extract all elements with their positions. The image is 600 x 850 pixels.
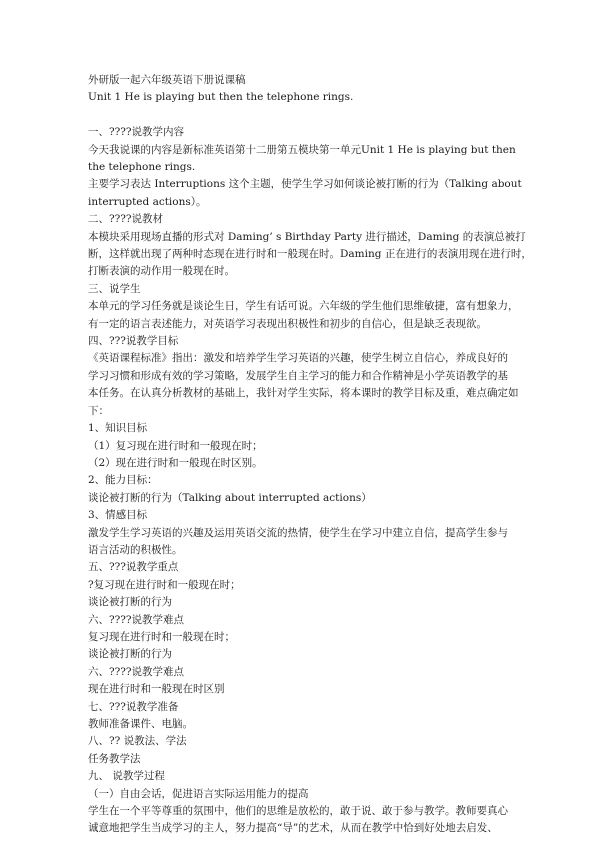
text-line: 六、????说教学难点	[88, 613, 185, 626]
text-line: 本单元的学习任务就是谈论生日，学生有话可说。六年级的学生他们思维敏捷，富有想象力，	[88, 300, 519, 313]
text-line: 主要学习表达 Interruptions 这个主题，使学生学习如何谈论被打断的行为（Talking about	[88, 178, 522, 191]
text-line: 二、????说教材	[88, 213, 164, 226]
text-line: 六、????说教学难点	[88, 665, 185, 678]
document-lines	[88, 124, 532, 838]
text-line: 学生在一个平等尊重的氛围中，他们的思维是放松的，敢于说、敢于参与教学。教师要真心	[88, 805, 508, 818]
blank-line	[88, 107, 518, 124]
text-line: 1、知识目标	[88, 422, 148, 435]
text-line: 八、?? 说教法、学法	[88, 735, 187, 748]
text-line: ?复习现在进行时和一般现在时；	[88, 578, 241, 591]
text-line: 《英语课程标准》指出：激发和培养学生学习英语的兴趣，使学生树立自信心，养成良好的	[88, 352, 508, 365]
text-line: 九、 说教学过程	[88, 770, 165, 783]
text-line: 断，这样就出现了两种时态现在进行时和一般现在时。Daming 正在进行的表演用现在进行时，	[88, 248, 532, 261]
text-line: 四、???说教学目标	[88, 335, 179, 348]
text-line: 谈论被打断的行为	[88, 596, 172, 609]
text-line: 学习习惯和形成有效的学习策略，发展学生自主学习的能力和合作精神是小学英语教学的基	[88, 369, 508, 382]
text-line: 2、能力目标：	[88, 474, 158, 487]
text-line: 诚意地把学生当成学习的主人，努力提高“导”的艺术，从而在教学中恰到好处地去启发、	[88, 822, 498, 835]
text-line: 任务教学法	[88, 752, 141, 765]
text-line: 复习现在进行时和一般现在时；	[88, 630, 235, 643]
text-line: （2）现在进行时和一般现在时区别。	[88, 456, 263, 469]
text-line: 下：	[88, 404, 109, 417]
text-line: interrupted actions）。	[88, 195, 207, 208]
text-line: 教师准备课件、电脑。	[88, 718, 193, 731]
text-line: 谈论被打断的行为	[88, 648, 172, 661]
text-line: 七、???说教学准备	[88, 700, 179, 713]
text-line: 激发学生学习英语的兴趣及运用英语交流的热情，使学生在学习中建立自信，提高学生参与	[88, 526, 508, 539]
text-line: 打断表演的动作用一般现在时。	[88, 265, 235, 278]
text-line: （1）复习现在进行时和一般现在时；	[88, 439, 263, 452]
text-line: （一）自由会话，促进语言实际运用能力的提高	[88, 787, 309, 800]
text-line: 五、???说教学重点	[88, 561, 179, 574]
document-subtitle: Unit 1 He is playing but then the telephone rings.	[88, 91, 354, 104]
document-title: 外研版一起六年级英语下册说课稿	[88, 74, 246, 86]
text-line: 本任务。在认真分析教材的基础上，我针对学生实际，将本课时的教学目标及重，难点确定如	[88, 387, 519, 400]
text-line: 谈论被打断的行为（Talking about interrupted actions）	[88, 491, 372, 504]
text-line: 三、说学生	[88, 282, 141, 295]
text-line: the telephone rings.	[88, 161, 196, 174]
text-line: 语言活动的积极性。	[88, 543, 183, 556]
text-line: 有一定的语言表述能力，对英语学习表现出积极性和初步的自信心，但是缺乏表现欲。	[88, 317, 487, 330]
text-line: 今天我说课的内容是新标准英语第十二册第五模块第一单元Unit 1 He is playing but then	[88, 143, 516, 156]
document-body	[88, 72, 532, 838]
text-line: 本模块采用现场直播的形式对 Daming’ s Birthday Party 进行描述，Daming 的表演总被打	[88, 230, 526, 243]
text-line: 一、????说教学内容	[88, 126, 185, 139]
text-line: 现在进行时和一般现在时区别	[88, 683, 225, 696]
text-line: 3、情感目标	[88, 509, 148, 522]
